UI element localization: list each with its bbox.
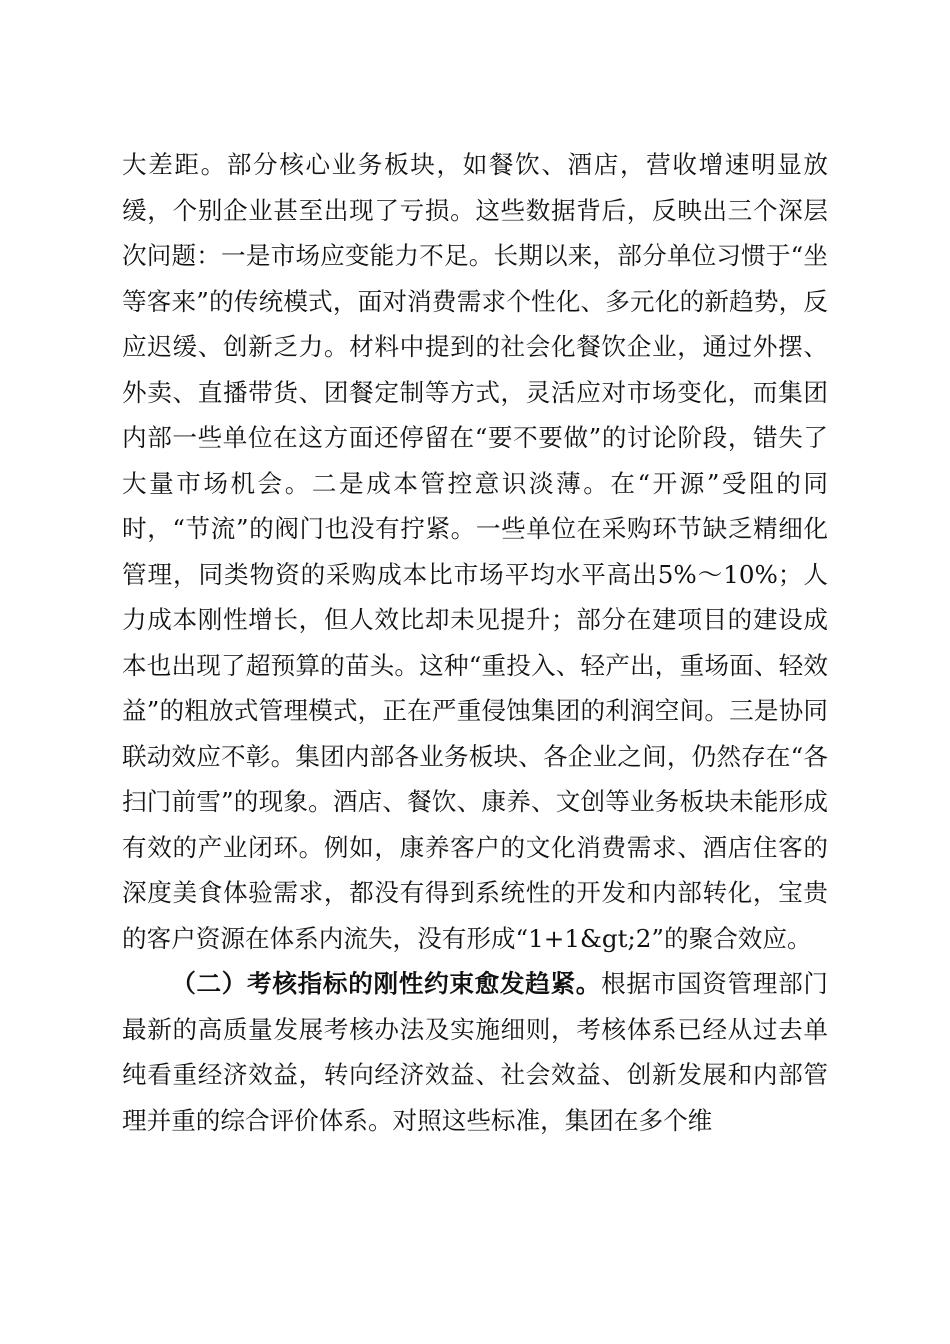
- paragraph-section-two: [122, 961, 828, 1143]
- paragraph-continued: 大差距。部分核心业务板块，如餐饮、酒店，营收增速明显放缓，个别企业甚至出现了亏损。这些数据背后，反映出三个深层次问题：一是市场应变能力不足。长期以来，部分单位习惯于“坐等客来”的传统模式，面对消费需求个性化、多元化的新趋势，反应迟缓、创新乏力。材料中提到的社会化餐饮企业，通过外摆、外卖、直播带货、团餐定制等方式，灵活应对市场变化，而集团内部一些单位在这方面还停留在“要不要做”的讨论阶段，错失了大量市场机会。二是成本管控意识淡薄。在“开源”受阻的同时，“节流”的阀门也没有拧紧。一些单位在采购环节缺乏精细化管理，同类物资的采购成本比市场平均水平高出5%～10%；人力成本刚性增长，但人效比却未见提升；部分在建项目的建设成本也出现了超预算的苗头。这种“重投入、轻产出，重场面、轻效益”的粗放式管理模式，正在严重侵蚀集团的利润空间。三是协同联动效应不彰。集团内部各业务板块、各企业之间，仍然存在“各扫门前雪”的现象。酒店、餐饮、康养、文创等业务板块未能形成有效的产业闭环。例如，康养客户的文化消费需求、酒店住客的深度美食体验需求，都没有得到系统性的开发和内部转化，宝贵的客户资源在体系内流失，没有形成“1+1&gt;2”的聚合效应。: [122, 150, 828, 953]
- section-body: 根据市国资管理部门最新的高质量发展考核办法及实施细则，考核体系已经从过去单纯看重经济效益，转向经济效益、社会效益、创新发展和内部管理并重的综合评价体系。对照这些标准，集团在多个维: [122, 969, 828, 1135]
- body-text: [122, 142, 828, 1143]
- section-heading: （二）考核指标的刚性约束愈发趋紧。: [171, 969, 602, 998]
